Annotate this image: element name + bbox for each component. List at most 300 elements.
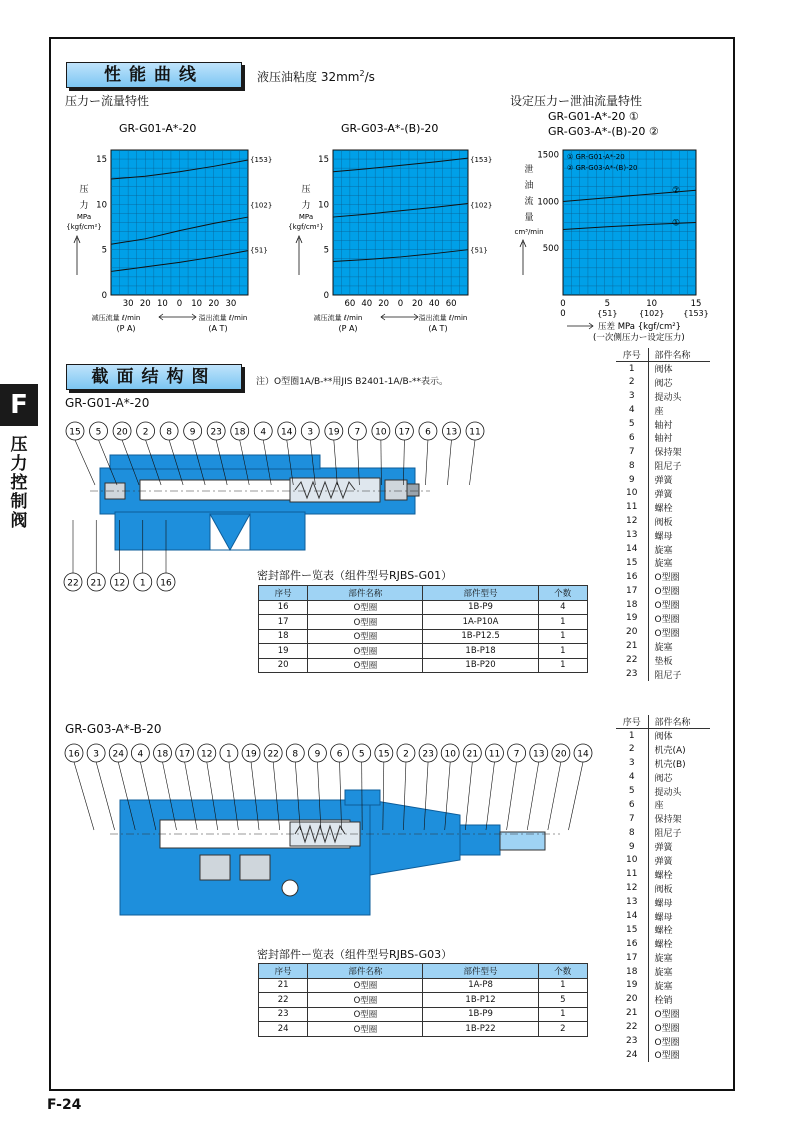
table-cell: O型圈 (308, 1007, 423, 1022)
x-tick-label: 60 (445, 299, 457, 309)
svg-text:油: 油 (524, 181, 534, 191)
svg-text:6: 6 (336, 749, 343, 760)
g01-bottom-callout-21 (87, 520, 105, 591)
part-number: 22 (616, 1020, 648, 1034)
part-number: 2 (616, 375, 648, 389)
parts-g01-table (616, 348, 710, 681)
svg-text:21: 21 (466, 749, 479, 760)
x-tick-label: 10 (156, 299, 168, 309)
list-item (616, 487, 710, 501)
g03-top-callout-11 (485, 744, 503, 830)
part-name: 保持架 (654, 815, 682, 826)
svg-text:8: 8 (166, 427, 172, 438)
x-tick-label: 0 (560, 309, 566, 319)
svg-text:19: 19 (245, 749, 257, 760)
svg-text:MPa: MPa (298, 213, 314, 221)
part-name: 阀芯 (654, 378, 673, 389)
x-tick-sub-label: {153} (683, 309, 709, 318)
x-tick-label: 20 (378, 299, 390, 309)
list-item (616, 500, 710, 514)
part-number: 8 (616, 826, 648, 840)
table-cell: 1 (538, 644, 587, 659)
chart-title-line1: GR-G01-A*-20 ① (548, 110, 639, 123)
table-cell: O型圈 (308, 658, 423, 673)
svg-text:5: 5 (358, 749, 365, 760)
list-item (616, 667, 710, 681)
part-number: 19 (616, 612, 648, 626)
table-row (259, 644, 588, 659)
svg-text:17: 17 (398, 427, 411, 438)
table-row (259, 993, 588, 1008)
seal-g01-title: 密封部件ー览表（组件型号RJBS-G01） (257, 569, 453, 582)
x-axis-label-right: 溢出流量 ℓ/min (198, 314, 248, 322)
seal-header-cell: 序号 (259, 964, 308, 979)
list-item (616, 854, 710, 868)
svg-text:5: 5 (95, 427, 102, 438)
svg-text:9: 9 (189, 427, 196, 438)
part-name: 弹簧 (654, 843, 673, 854)
g03-valve-body (110, 790, 560, 915)
part-name: O型圈 (654, 601, 680, 612)
part-name: 螺栓 (654, 940, 673, 951)
list-item (616, 459, 710, 473)
list-item (616, 756, 710, 770)
svg-text:18: 18 (156, 749, 169, 760)
svg-text:MPa: MPa (76, 213, 92, 221)
svg-text:10: 10 (444, 749, 456, 760)
svg-text:13: 13 (445, 427, 458, 438)
part-name: 轴衬 (654, 420, 673, 431)
list-item (616, 612, 710, 626)
part-number: 5 (616, 417, 648, 431)
g03-top-callout-20 (548, 744, 570, 830)
g03-top-callout-14 (569, 744, 593, 830)
g01-top-callout-6 (419, 422, 437, 485)
x-tick-label: 0 (176, 299, 183, 309)
right-axis-label: {102} (470, 201, 493, 210)
svg-text:24: 24 (112, 749, 124, 760)
list-item (616, 389, 710, 403)
part-name: 阀体 (654, 732, 673, 743)
svg-text:压: 压 (79, 185, 89, 195)
table-cell: 1 (538, 615, 587, 630)
part-name: 阻尼子 (654, 829, 682, 840)
x-axis-label-right-unit: (A T) (208, 324, 228, 333)
svg-text:23: 23 (422, 749, 434, 760)
y-tick-label: 5 (323, 245, 329, 256)
svg-text:13: 13 (533, 749, 545, 760)
svg-text:15: 15 (69, 427, 81, 438)
part-name: 旋塞 (654, 954, 673, 965)
list-item (616, 653, 710, 667)
parts-header-cell: 部件名称 (648, 348, 710, 362)
svg-text:量: 量 (524, 213, 534, 223)
x-axis-label-left: 减压流量 ℓ/min (91, 314, 141, 322)
parts-g03-table (616, 715, 710, 1062)
x-tick-label: 15 (690, 299, 702, 309)
part-name: 阀板 (654, 884, 673, 895)
seal-g03-title: 密封部件ー览表（组件型号RJBS-G03） (257, 948, 453, 961)
part-name: 弹簧 (654, 489, 673, 500)
table-cell: 21 (259, 978, 308, 993)
table-row (259, 600, 588, 615)
list-item (616, 542, 710, 556)
list-item (616, 403, 710, 417)
part-name: 阀板 (654, 517, 673, 528)
part-name: 机壳(B) (654, 759, 686, 770)
x-tick-sub-label: {51} (597, 309, 618, 318)
list-item (616, 1034, 710, 1048)
list-item (616, 881, 710, 895)
list-item (616, 1048, 710, 1062)
svg-text:压差 MPa {kgf/cm²}: 压差 MPa {kgf/cm²} (598, 322, 682, 332)
part-number: 22 (616, 653, 648, 667)
part-name: 螺栓 (654, 926, 673, 937)
page-number: F-24 (47, 1097, 82, 1113)
seal-header-cell: 部件型号 (423, 586, 538, 601)
svg-text:12: 12 (201, 749, 213, 760)
svg-text:(一次侧压力ー设定压力): (一次侧压力ー设定压力) (593, 333, 685, 343)
table-cell: O型圈 (308, 1022, 423, 1037)
y-tick-label: 15 (96, 155, 107, 166)
svg-text:16: 16 (68, 749, 80, 760)
seal-header-cell: 部件名称 (308, 964, 423, 979)
part-name: 旋塞 (654, 968, 673, 979)
leak-flow-title: 设定压力ー泄油流量特性 (510, 94, 643, 108)
table-cell: O型圈 (308, 600, 423, 615)
x-tick-label: 20 (139, 299, 151, 309)
part-name: 座 (654, 801, 664, 812)
svg-text:11: 11 (488, 749, 501, 760)
table-cell: 1 (538, 978, 587, 993)
list-item (616, 473, 710, 487)
part-name: 阻尼子 (654, 462, 682, 473)
part-name: O型圈 (654, 587, 680, 598)
svg-text:12: 12 (113, 578, 126, 589)
seal-g01-table (258, 585, 588, 673)
list-item (616, 1020, 710, 1034)
legend-entry: ② GR-G03-A*-(B)-20 (567, 164, 638, 172)
table-row (259, 978, 588, 993)
chart-title: GR-G01-A*-20 (119, 122, 197, 135)
table-cell: O型圈 (308, 615, 423, 630)
x-tick-label: 40 (428, 299, 440, 309)
part-name: 阀芯 (654, 773, 673, 784)
list-item (616, 826, 710, 840)
g03-title: GR-G03-A*-B-20 (65, 722, 162, 736)
list-item (616, 770, 710, 784)
list-item (616, 937, 710, 951)
right-axis-label: {153} (250, 156, 273, 165)
svg-text:16: 16 (160, 578, 172, 589)
part-number: 3 (616, 756, 648, 770)
part-name: 提动头 (654, 787, 682, 798)
part-number: 4 (616, 403, 648, 417)
list-item (616, 417, 710, 431)
part-number: 6 (616, 798, 648, 812)
seal-header-cell: 个数 (538, 964, 587, 979)
x-tick-label: 20 (411, 299, 423, 309)
table-cell: 17 (259, 615, 308, 630)
table-cell: O型圈 (308, 978, 423, 993)
part-name: 阻尼子 (654, 670, 682, 681)
y-tick-label: 5 (101, 245, 107, 256)
list-item (616, 784, 710, 798)
part-name: O型圈 (654, 1037, 680, 1048)
y-tick-label: 0 (101, 291, 107, 301)
svg-text:17: 17 (178, 749, 191, 760)
part-number: 19 (616, 979, 648, 993)
g01-top-callout-13 (442, 422, 460, 485)
part-number: 17 (616, 584, 648, 598)
part-name: 旋塞 (654, 559, 673, 570)
table-row (259, 658, 588, 673)
part-name: 座 (654, 406, 664, 417)
part-number: 3 (616, 389, 648, 403)
part-number: 20 (616, 625, 648, 639)
list-item (616, 639, 710, 653)
part-number: 21 (616, 639, 648, 653)
svg-text:4: 4 (260, 427, 267, 438)
list-item (616, 584, 710, 598)
parts-header-cell: 序号 (616, 348, 648, 362)
table-cell: 22 (259, 993, 308, 1008)
part-name: O型圈 (654, 614, 680, 625)
x-tick-label: 20 (208, 299, 220, 309)
right-axis-label: {102} (250, 201, 273, 210)
svg-text:19: 19 (328, 427, 340, 438)
svg-text:1: 1 (226, 749, 232, 760)
x-axis-label-left-unit: (P A) (338, 324, 358, 333)
part-name: O型圈 (654, 1051, 680, 1062)
svg-text:8: 8 (292, 749, 299, 760)
g01-bottom-callout-22 (64, 520, 82, 591)
part-name: O型圈 (654, 628, 680, 639)
x-axis-label-left: 减压流量 ℓ/min (313, 314, 363, 322)
part-number: 1 (616, 729, 648, 743)
part-number: 10 (616, 487, 648, 501)
list-item (616, 1006, 710, 1020)
table-cell: O型圈 (308, 644, 423, 659)
part-name: O型圈 (654, 1009, 680, 1020)
part-name: 螺栓 (654, 503, 673, 514)
table-cell: 1A-P10A (423, 615, 538, 630)
part-name: O型圈 (654, 1023, 680, 1034)
part-number: 13 (616, 895, 648, 909)
part-number: 11 (616, 500, 648, 514)
svg-text:20: 20 (116, 427, 128, 438)
table-cell: 1 (538, 629, 587, 644)
part-number: 9 (616, 473, 648, 487)
svg-text:20: 20 (555, 749, 567, 760)
part-number: 18 (616, 598, 648, 612)
table-cell: 16 (259, 600, 308, 615)
part-number: 24 (616, 1048, 648, 1062)
part-name: 保持架 (654, 448, 682, 459)
svg-text:力: 力 (79, 201, 89, 211)
part-number: 13 (616, 528, 648, 542)
side-tab: F (0, 384, 38, 426)
x-tick-label: 0 (397, 299, 404, 309)
table-cell: 20 (259, 658, 308, 673)
x-tick-sub-label: {102} (638, 309, 665, 318)
g01-top-callout-11 (466, 422, 484, 485)
part-number: 17 (616, 951, 648, 965)
seal-g03-table (258, 963, 588, 1037)
right-axis-label: {153} (470, 156, 493, 165)
part-name: 机壳(A) (654, 745, 686, 756)
g01-title: GR-G01-A*-20 (65, 396, 150, 410)
table-cell: 24 (259, 1022, 308, 1037)
list-item (616, 812, 710, 826)
part-name: 螺母 (654, 531, 673, 542)
svg-text:23: 23 (210, 427, 222, 438)
list-item (616, 798, 710, 812)
chart-title: GR-G03-A*-(B)-20 (341, 122, 439, 135)
list-item (616, 979, 710, 993)
table-cell: 1 (538, 1007, 587, 1022)
part-name: 阀体 (654, 365, 673, 376)
part-number: 20 (616, 992, 648, 1006)
x-tick-label: 60 (344, 299, 356, 309)
part-name: 弹簧 (654, 476, 673, 487)
parts-header-cell: 序号 (616, 715, 648, 729)
table-cell: 1B-P12 (423, 993, 538, 1008)
side-tab-label: 压力控制阀 (10, 435, 28, 531)
part-name: 垫板 (654, 656, 673, 667)
part-number: 16 (616, 570, 648, 584)
list-item (616, 514, 710, 528)
svg-text:10: 10 (375, 427, 387, 438)
g01-valve-body (90, 455, 430, 550)
x-axis-label-right: 溢出流量 ℓ/min (418, 314, 468, 322)
svg-text:7: 7 (354, 427, 361, 438)
part-number: 12 (616, 881, 648, 895)
table-cell: 1B-P9 (423, 1007, 538, 1022)
seal-header-cell: 个数 (538, 586, 587, 601)
x-tick-label: 0 (560, 299, 566, 309)
part-number: 18 (616, 965, 648, 979)
list-item (616, 923, 710, 937)
part-number: 14 (616, 909, 648, 923)
svg-text:7: 7 (513, 749, 520, 760)
part-number: 21 (616, 1006, 648, 1020)
svg-text:2: 2 (142, 427, 149, 438)
svg-text:21: 21 (90, 578, 102, 589)
table-cell: 1A-P8 (423, 978, 538, 993)
part-name: 旋塞 (654, 981, 673, 992)
part-number: 15 (616, 556, 648, 570)
part-number: 1 (616, 362, 648, 376)
table-row (259, 615, 588, 630)
y-tick-label: 1000 (537, 197, 559, 208)
x-axis-label-right-unit: (A T) (428, 324, 448, 333)
part-name: 螺母 (654, 898, 673, 909)
part-number: 23 (616, 1034, 648, 1048)
table-cell: 18 (259, 629, 308, 644)
svg-text:15: 15 (378, 749, 390, 760)
part-number: 16 (616, 937, 648, 951)
part-number: 4 (616, 770, 648, 784)
part-number: 7 (616, 445, 648, 459)
list-item (616, 909, 710, 923)
g03-top-callout-7 (507, 744, 526, 830)
y-tick-label: 500 (542, 244, 559, 255)
part-name: 螺栓 (654, 870, 673, 881)
svg-text:1: 1 (139, 578, 146, 589)
svg-text:22: 22 (67, 578, 79, 589)
list-item (616, 556, 710, 570)
svg-text:{kgf/cm²}: {kgf/cm²} (66, 223, 102, 231)
x-tick-label: 5 (604, 299, 611, 309)
svg-text:11: 11 (469, 427, 481, 438)
list-item (616, 951, 710, 965)
list-item (616, 742, 710, 756)
list-item (616, 729, 710, 743)
x-tick-label: 40 (361, 299, 373, 309)
series-label: ① (672, 218, 681, 229)
table-cell: 1B-P12.5 (423, 629, 538, 644)
table-row (259, 1007, 588, 1022)
svg-text:泄: 泄 (524, 165, 534, 175)
part-number: 8 (616, 459, 648, 473)
table-cell: 1B-P20 (423, 658, 538, 673)
svg-text:3: 3 (307, 427, 314, 438)
list-item (616, 840, 710, 854)
svg-text:14: 14 (281, 427, 293, 438)
y-tick-label: 15 (318, 155, 329, 166)
part-name: 弹簧 (654, 856, 673, 867)
table-cell: 1B-P18 (423, 644, 538, 659)
series-label: ② (672, 186, 681, 197)
g03-top-callout-21 (463, 744, 481, 830)
x-tick-label: 10 (646, 299, 658, 309)
list-item (616, 528, 710, 542)
part-number: 2 (616, 742, 648, 756)
part-number: 6 (616, 431, 648, 445)
table-cell: 2 (538, 1022, 587, 1037)
svg-text:{kgf/cm²}: {kgf/cm²} (288, 223, 324, 231)
table-cell: O型圈 (308, 993, 423, 1008)
part-number: 9 (616, 840, 648, 854)
list-item (616, 431, 710, 445)
table-cell: 19 (259, 644, 308, 659)
y-tick-label: 1500 (537, 150, 559, 161)
list-item (616, 992, 710, 1006)
svg-text:6: 6 (425, 427, 431, 438)
svg-text:压: 压 (301, 185, 311, 195)
svg-text:2: 2 (403, 749, 409, 760)
parts-header-cell: 部件名称 (648, 715, 710, 729)
svg-text:cm³/min: cm³/min (514, 228, 544, 236)
part-number: 23 (616, 667, 648, 681)
legend-entry: ① GR-G01-A*-20 (567, 153, 625, 161)
table-cell: 5 (538, 993, 587, 1008)
list-item (616, 895, 710, 909)
svg-text:22: 22 (267, 749, 279, 760)
part-number: 15 (616, 923, 648, 937)
table-cell: 4 (538, 600, 587, 615)
g03-top-callout-13 (527, 744, 548, 830)
svg-text:力: 力 (301, 201, 311, 211)
svg-text:4: 4 (137, 749, 144, 760)
part-number: 10 (616, 854, 648, 868)
table-cell: 23 (259, 1007, 308, 1022)
table-row (259, 629, 588, 644)
section-heading: 截面结构图 (66, 364, 242, 390)
table-cell: O型圈 (308, 629, 423, 644)
oring-note: 注）O型圈1A/B-**用JIS B2401-1A/B-**表示。 (256, 377, 448, 387)
